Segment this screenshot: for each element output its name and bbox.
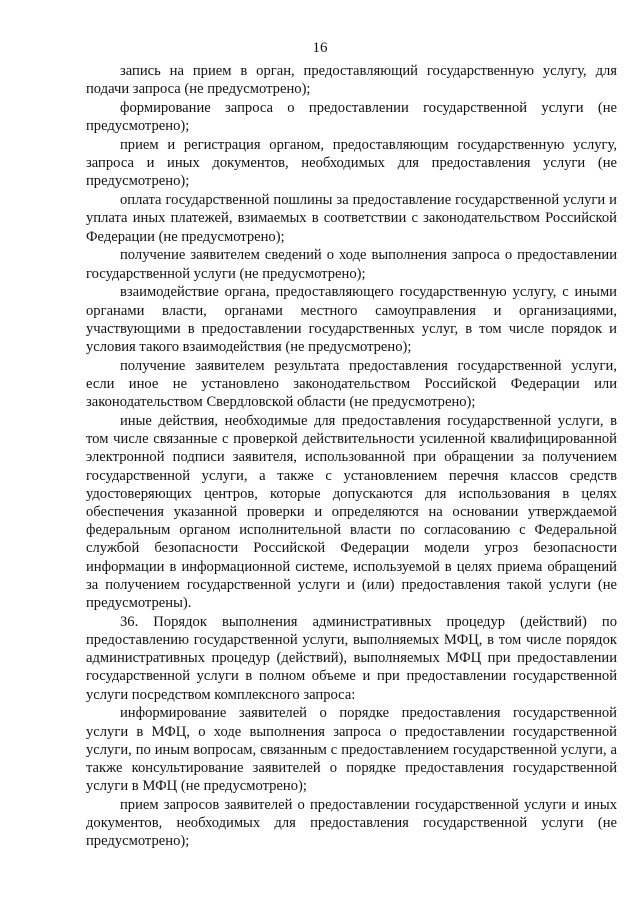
paragraph-other-actions: иные действия, необходимые для предоставления государственной услуги, в том числе связанные с проверкой действительности усиленной квалифицированной электронной подписи заявителя, использованной при обращении за получением государственной услуги, а также с установлением перечня классов средств удостоверяющих центров, которые допускаются для использования в целях обеспечения указанной проверки и определяются на основании утверждаемой федеральным органом исполнительной власти по согласованию с Федеральной службой безопасности Российской Федерации модели угроз безопасности информации в информационной системе, используемой в целях приема обращений за получением государственной услуги и (или) предоставления такой услуги (не предусмотрены). [86, 413, 617, 612]
paragraph-request-status: получение заявителем сведений о ходе выполнения запроса о предоставлении государственной услуги (не предусмотрено); [86, 247, 617, 282]
paragraph-result-receipt: получение заявителем результата предоставления государственной услуги, если иное не установлено законодательством Российской Федерации или законодательством Свердловской области (не предусмотрено); [86, 357, 617, 411]
page-number: 16 [312, 40, 328, 56]
paragraph-mfc-request-intake: прием запросов заявителей о предоставлении государственной услуги и иных документов, необходимых для предоставления государственной услуги (не предусмотрено); [86, 797, 617, 850]
document-body [86, 62, 617, 851]
paragraph-mfc-informing: информирование заявителей о порядке предоставления государственной услуги в МФЦ, о ходе выполнения запроса о предоставлении государственной услуги, по иным вопросам, связанным с предоставлением государственной услуги, а также консультирование заявителей о порядке предоставления государственной услуги в МФЦ (не предусмотрено); [86, 705, 617, 795]
paragraph-request-formation: формирование запроса о предоставлении государственной услуги (не предусмотрено); [86, 100, 617, 135]
paragraph-fee-payment: оплата государственной пошлины за предоставление государственной услуги и уплата иных платежей, взимаемых в соответствии с законодательством Российской Федерации (не предусмотрено); [86, 192, 617, 245]
paragraph-interagency-interaction: взаимодействие органа, предоставляющего государственную услугу, с иными органами власти, органами местного самоуправления и организациями, участвующими в предоставлении государственных услуг, в том числе порядок и условия такого взаимодействия (не предусмотрено); [86, 284, 617, 356]
paragraph-appointment-booking: запись на прием в орган, предоставляющий государственную услугу, для подачи запроса (не предусмотрено); [86, 63, 617, 98]
paragraph-request-registration: прием и регистрация органом, предоставляющим государственную услугу, запроса и иных документов, необходимых для предоставления услуги (не предусмотрено); [86, 137, 617, 190]
paragraph-section-36: 36. Порядок выполнения административных процедур (действий) по предоставлению государственной услуги, выполняемых МФЦ, в том числе порядок административных процедур (действий), выполняемых МФЦ при предоставлении государственной услуги в полном объеме и при предоставлении государственной услуги посредством комплексного запроса: [86, 613, 617, 703]
